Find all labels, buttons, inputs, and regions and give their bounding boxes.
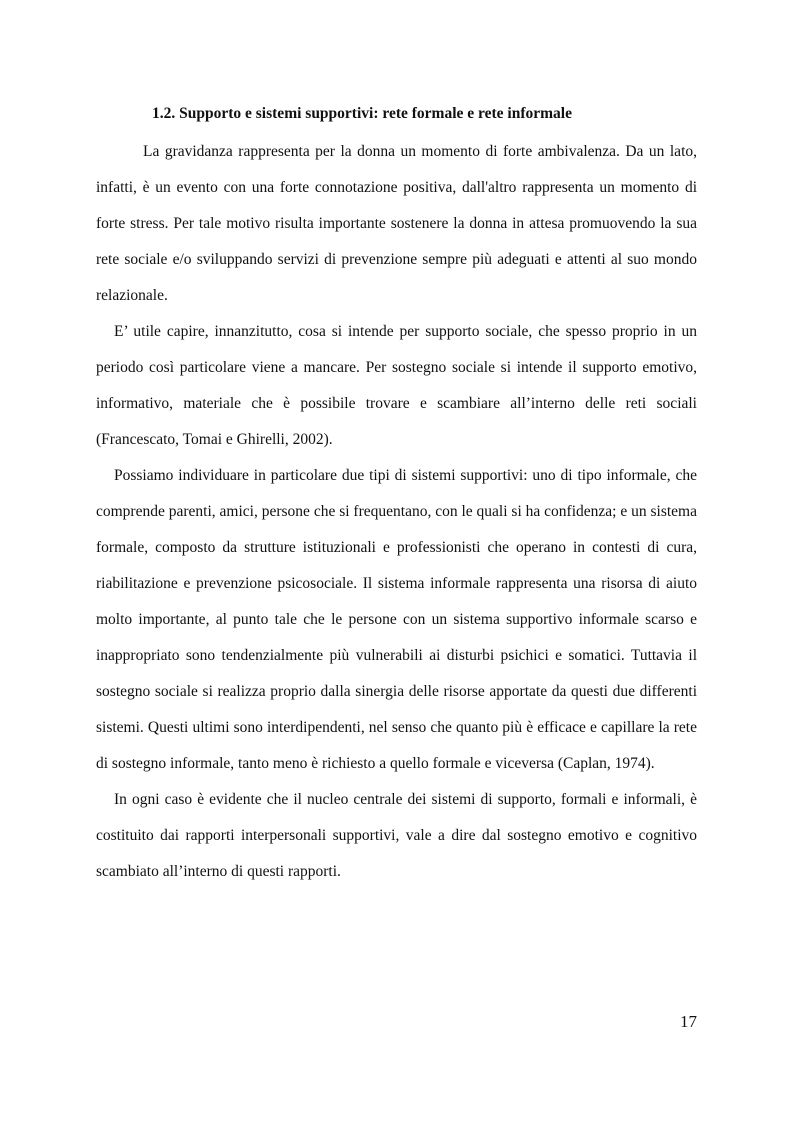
paragraph-interpersonal-relations: In ogni caso è evidente che il nucleo centrale dei sistemi di supporto, formali e informali, è costituito dai rapporti interpersonali supportivi, vale a dire dal sostegno emotivo e cognitivo scambiato all’interno di questi rapporti. xyxy=(96,791,697,880)
section-heading: 1.2. Supporto e sistemi supportivi: rete formale e rete informale xyxy=(152,105,572,122)
paragraph-social-support-definition: E’ utile capire, innanzitutto, cosa si intende per supporto sociale, che spesso proprio in un periodo così particolare viene a mancare. Per sostegno sociale si intende il supporto emotivo, informativo, materiale che è possibile trovare e scambiare all’interno delle reti sociali (Francescato, Tomai e Ghirelli, 2002). xyxy=(96,323,697,448)
paragraph-pregnancy-ambivalence: La gravidanza rappresenta per la donna un momento di forte ambivalenza. Da un lato, infatti, è un evento con una forte connotazione positiva, dall'altro rappresenta un momento di forte stress. Per tale motivo risulta importante sostenere la donna in attesa promuovendo la sua rete sociale e/o sviluppando servizi di prevenzione sempre più adeguati e attenti al suo mondo relazionale. xyxy=(96,143,697,304)
paragraph-support-systems: Possiamo individuare in particolare due tipi di sistemi supportivi: uno di tipo informale, che comprende parenti, amici, persone che si frequentano, con le quali si ha confidenza; e un sistema formale, composto da strutture istituzionali e professionisti che operano in contesti di cura, riabilitazione e prevenzione psicosociale. Il sistema informale rappresenta una risorsa di aiuto molto importante, al punto tale che le persone con un sistema supportivo informale scarso e inappropriato sono tendenzialmente più vulnerabili ai disturbi psichici e somatici. Tuttavia il sostegno sociale si realizza proprio dalla sinergia delle risorse apportate da questi due differenti sistemi. Questi ultimi sono interdipendenti, nel senso che quanto più è efficace e capillare la rete di sostegno informale, tanto meno è richiesto a quello formale e viceversa (Caplan, 1974). xyxy=(96,467,697,772)
body-text xyxy=(96,134,697,890)
page-number: 17 xyxy=(680,1012,697,1031)
